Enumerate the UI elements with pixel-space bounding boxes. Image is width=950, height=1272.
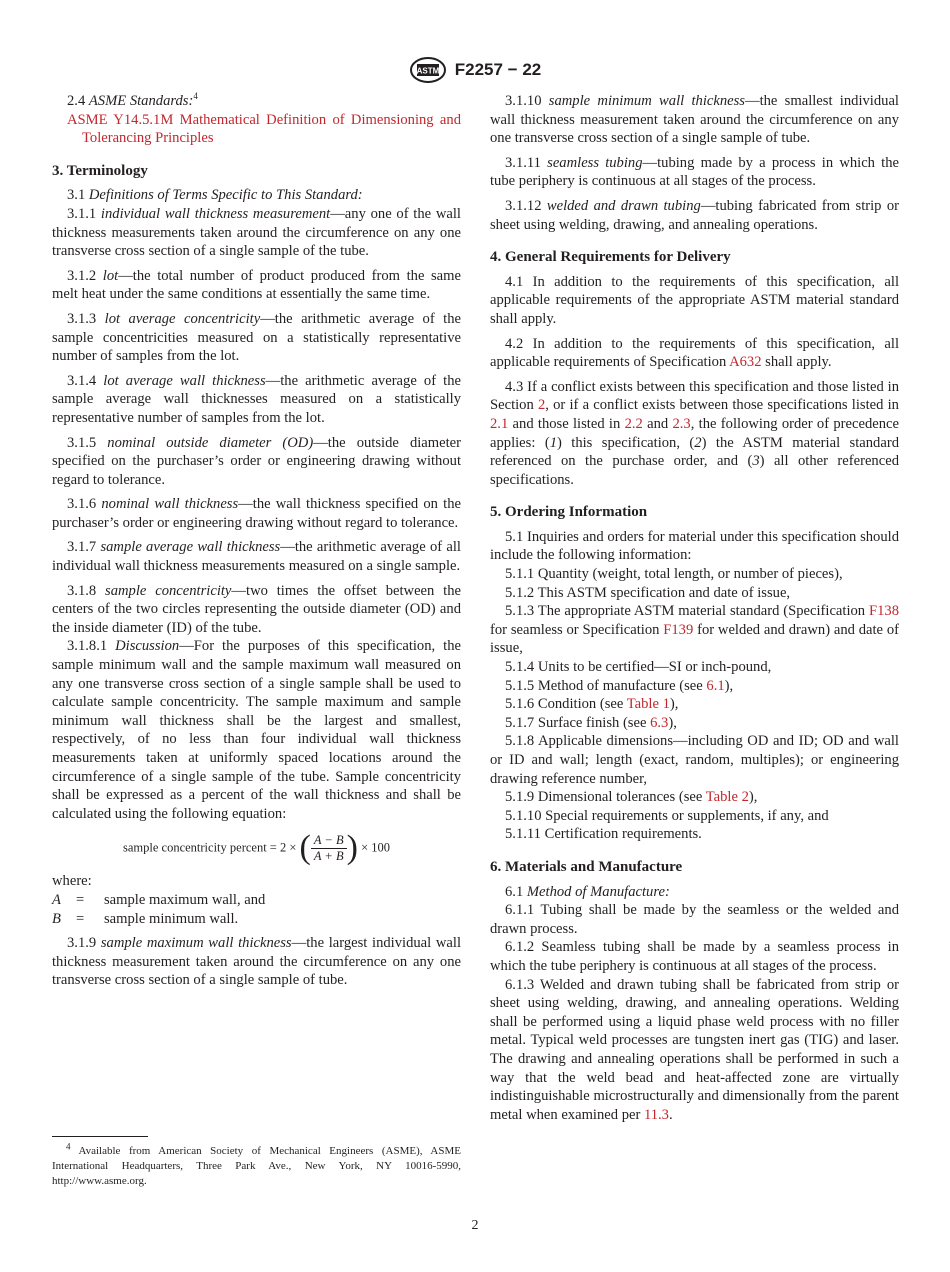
para-4-2: 4.2 In addition to the requirements of this specification, all applicable requirements of Specification A632 shall apply. [490,335,899,371]
para-3-1-12: 3.1.12 welded and drawn tubing—tubing fabricated from strip or sheet using welding, drawing, and annealing operations. [490,197,899,233]
para-4-1: 4.1 In addition to the requirements of this specification, all applicable requirements of the appropriate ASTM material standard shall apply. [490,273,899,327]
para-3-1-6: 3.1.6 nominal wall thickness—the wall thickness specified on the purchaser’s order or engineering drawing without regard to tolerance. [52,496,461,531]
asme-reference: ASME Y14.5.1M Mathematical Definition of Dimensioning and Tolerancing Principles [67,111,461,147]
concentricity-equation: sample concentricity percent = 2 × ( $\frac{A - B}{A + B}$ ) × 100 [123,829,390,867]
table-1-link[interactable]: Table 1 [626,696,670,713]
section-2-4: 2.4 ASME Standards:$^4$ [67,91,198,109]
para-3-1-7: 3.1.7 sample average wall thickness—the arithmetic average of all individual wall thickness measurements measured on a single sample. [52,539,461,575]
svg-text:ASTM: ASTM [416,66,440,76]
para-3-1: 3.1 Definitions of Terms Specific to This Standard: [67,187,363,204]
para-3-1-2: 3.1.2 lot—the total number of product produced from the same melt heat under the same conditions at essentially the same time. [52,267,461,303]
a632-link[interactable]: A632 [729,354,762,371]
para-3-1-8: 3.1.8 sample concentricity—two times the offset between the centers of the two circles representing the outside diameter (OD) and the inside diameter (ID) of the tube. [52,582,462,636]
table-2-link[interactable]: Table 2 [705,789,749,806]
para-5-1-4: 5.1.4 Units to be certified—SI or inch-pound, [505,659,772,676]
section-6-heading: 6. Materials and Manufacture [490,858,683,875]
footnote-divider [52,1136,148,1137]
section-2-link[interactable]: 2 [537,397,546,414]
section-5-heading: 5. Ordering Information [490,504,648,521]
section-3-heading: 3. Terminology [52,162,148,179]
para-5-1-3: 5.1.3 The appropriate ASTM material standard (Specification F138 for seamless or Specification F139 for welded and drawn) and date of issue, [490,603,899,657]
section-2-2-link[interactable]: 2.2 [624,415,643,432]
para-6-1-3: 6.1.3 Welded and drawn tubing shall be fabricated from strip or sheet using welding, drawing, and annealing operations. Welding shall be performed using a liquid phase weld process with no filler metal. Typical weld processes are tungsten inert gas (TIG) and laser. The drawing and annealing operations shall be performed in such a way that the weld bead and heat-affected zone are virtually indistinguishable microstructurally and dimensionally from the parent metal when examined per 11.3. [490,976,899,1123]
para-5-1-6: 5.1.6 Condition (see Table 1), [505,696,679,713]
para-5-1-1: 5.1.1 Quantity (weight, total length, or number of pieces), [505,566,843,583]
para-6-1-2: 6.1.2 Seamless tubing shall be made by a seamless process in which the tube periphery is continuous at all stages of the process. [490,939,899,974]
section-4-heading: 4. General Requirements for Delivery [490,249,731,266]
f139-link[interactable]: F139 [663,621,694,638]
para-5-1-2: 5.1.2 This ASTM specification and date of issue, [505,584,791,601]
para-6-1: 6.1 Method of Manufacture: [505,883,670,900]
asme-y14-link[interactable]: ASME Y14.5.1M [67,111,174,128]
para-3-1-10: 3.1.10 sample minimum wall thickness—the smallest individual wall thickness measurement taken around the circumference on any one transverse cross section of a single sample of tube. [490,93,899,147]
footnote-ref-4: 4 [193,91,198,102]
para-3-1-11: 3.1.11 seamless tubing—tubing made by a process in which the tube periphery is continuous at all stages of the process. [490,154,899,190]
left-column [52,92,461,990]
footnote-4: $^4$ Available from American Society of Mechanical Engineers (ASME), ASME International Headquarters, Three Park Ave., New York, NY 10016-5990, http://www.asme.org. [52,1141,461,1187]
right-column [490,92,899,1124]
para-3-1-5: 3.1.5 nominal outside diameter (OD)—the outside diameter specified on the purchaser’s order or engineering drawing without regard to tolerance. [52,434,461,488]
para-4-3: 4.3 If a conflict exists between this specification and those listed in Section 2, or if a conflict exists between those specifications listed in 2.1 and those listed in 2.2 and 2.3, the following order of precedence applies: (1) this specification, (2) the ASTM material standard referenced on the purchase order, and (3) all other referenced specifications. [490,378,899,488]
where-label: where: [52,873,92,890]
para-3-1-9: 3.1.9 sample maximum wall thickness—the largest individual wall thickness measurement taken around the circumference on any one transverse cross section of a single sample of tube. [52,935,462,989]
para-3-1-1: 3.1.1 individual wall thickness measurement—any one of the wall thickness measurements taken around the circumference on any one transverse cross section of a single sample of the tube. [52,205,461,260]
para-5-1-9: 5.1.9 Dimensional tolerances (see Table 2), [505,789,758,806]
f138-link[interactable]: F138 [868,603,899,620]
para-5-1-7: 5.1.7 Surface finish (see 6.3), [505,714,677,731]
para-5-1-8: 5.1.8 Applicable dimensions—including OD and ID; OD and wall or ID and wall; length (exact, random, multiples); or engineering drawing reference number, [490,733,899,787]
para-3-1-8-1: 3.1.8.1 Discussion—For the purposes of this specification, the sample minimum wall and the sample maximum wall measured on any one transverse cross section of a single sample shall be used to calculate sample concentricity. The sample maximum and sample minimum wall thickness shall be the largest and smallest, respectively, of no less than four individual wall thickness measurements taken at uniformly spaced locations around the circumference of a single sample of the tube. Sample concentricity shall be expressed as a percent of the wall thickness and shall be calculated using the following equation: [52,638,461,822]
section-6-1-link[interactable]: 6.1 [706,677,725,694]
astm-logo-icon [409,56,447,84]
page-number: 2 [471,1218,479,1233]
page-header [0,56,950,86]
para-6-1-1: 6.1.1 Tubing shall be made by the seamless or the welded and drawn process. [490,902,899,937]
document-number: F2257 − 22 [454,60,542,79]
para-5-1-5: 5.1.5 Method of manufacture (see 6.1), [505,677,734,694]
para-5-1-11: 5.1.11 Certification requirements. [505,826,702,843]
section-6-3-link[interactable]: 6.3 [650,714,669,731]
section-2-1-link[interactable]: 2.1 [490,415,509,432]
para-3-1-4: 3.1.4 lot average wall thickness—the arithmetic average of the sample average wall thicknesses measured on a statistically representative number of samples from the lot. [52,372,461,426]
section-11-3-link[interactable]: 11.3 [643,1106,669,1123]
where-a: A = sample maximum wall, and [52,891,266,908]
para-5-1: 5.1 Inquiries and orders for material under this specification should include the following information: [490,528,899,564]
para-3-1-3: 3.1.3 lot average concentricity—the arithmetic average of the sample concentricities measured on a statistically representative number of samples from the lot. [52,310,461,365]
where-b: B = sample minimum wall. [52,910,239,927]
section-2-3-link[interactable]: 2.3 [672,415,691,432]
para-5-1-10: 5.1.10 Special requirements or supplements, if any, and [505,807,829,824]
